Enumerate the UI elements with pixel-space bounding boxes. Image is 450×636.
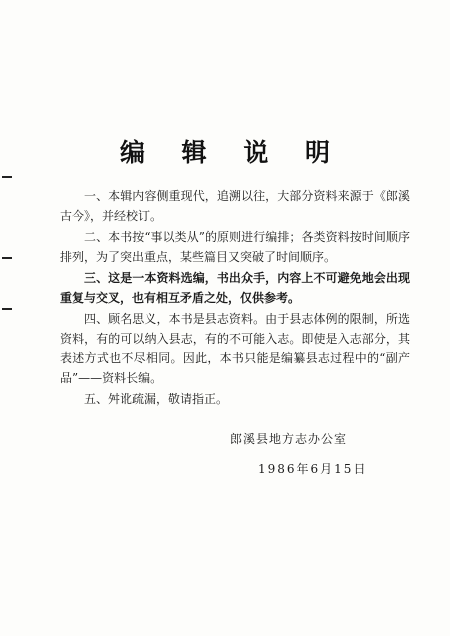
margin-mark xyxy=(2,176,12,178)
paragraph-3: 三、这是一本资料选编，书出众手，内容上不可避免地会出现重复与交叉，也有相互矛盾之处，仅供参考。 xyxy=(60,271,410,305)
paragraph-5: 五、舛讹疏漏，敬请指正。 xyxy=(84,392,229,406)
paragraph-2: 二、本书按“事以类从”的原则进行编排；各类资料按时间顺序排列，为了突出重点，某些篇目又突破了时间顺序。 xyxy=(60,230,410,264)
paragraph-4: 四、顾名思义，本书是县志资料。由于县志体例的限制，所选资料，有的可以纳入县志，有的不可能入志。即使是入志部分，其表述方式也不尽相同。因此，本书只能是编纂县志过程中的“副产品”——资料长编。 xyxy=(60,312,410,385)
paragraph-1: 一、本辑内容侧重现代，追溯以往，大部分资料来源于《郎溪古今》，并经校订。 xyxy=(60,189,410,223)
body-text xyxy=(60,187,410,412)
signature-date: 1986年6月15日 xyxy=(258,462,368,476)
margin-mark xyxy=(2,308,12,310)
page-title: 编 辑 说 明 xyxy=(119,138,345,167)
signature-office: 郎溪县地方志办公室 xyxy=(230,432,348,446)
margin-mark xyxy=(2,257,12,259)
